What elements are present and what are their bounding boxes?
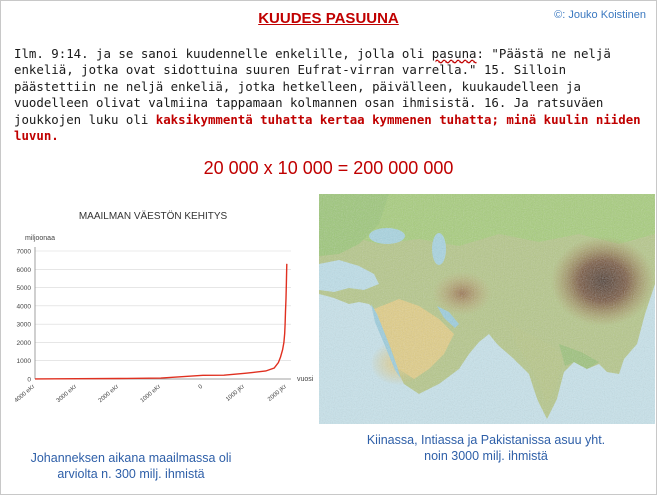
copyright-credit: ©: Jouko Koistinen <box>554 9 646 21</box>
chart-y-tick-label: 1000 <box>16 358 31 366</box>
chart-x-tick-label: 1000 eKr <box>139 383 163 405</box>
chart-y-tick-label: 7000 <box>16 248 31 256</box>
chart-x-tick-label: 0 <box>197 383 205 391</box>
chart-y-tick-label: 6000 <box>16 266 31 274</box>
chart-x-tick-label: 2000 eKr <box>97 383 121 405</box>
chart-x-tick-label: 2000 jKr <box>267 383 289 403</box>
middle-east-asia-map <box>319 194 655 424</box>
chart-y-axis-label: miljoonaa <box>25 235 55 242</box>
slide-title: KUUDES PASUUNA <box>258 10 399 27</box>
caption-world-population: Johanneksen aikana maailmassa oli arviolta n. 300 milj. ihmistä <box>30 451 232 481</box>
map-drawing <box>319 194 655 424</box>
chart-x-tick-label: 4000 eKr <box>13 383 37 405</box>
caption-asia-population: Kiinassa, Intiassa ja Pakistanissa asuu yht. noin 3000 milj. ihmistä <box>366 433 606 463</box>
chart-y-tick-label: 0 <box>27 376 31 384</box>
verse-highlight: kaksikymmentä tuhatta kertaa kymmenen tuhatta; minä kuulin niiden luvun. <box>14 111 641 144</box>
chart-x-axis-label: vuosi <box>297 376 314 383</box>
chart-y-tick-label: 2000 <box>16 339 31 347</box>
bible-verse-text <box>14 46 644 144</box>
chart-x-tick-label: 1000 jKr <box>225 383 247 403</box>
chart-y-tick-label: 5000 <box>16 285 31 293</box>
chart-title: MAAILMAN VÄESTÖN KEHITYS <box>78 211 228 222</box>
population-chart <box>1 199 316 424</box>
verse-word-pasuna: pasuna <box>431 46 477 61</box>
verse-part-1: Ilm. 9:14. ja se sanoi kuudennelle enkelille, jolla oli <box>14 46 432 61</box>
verse-part-2: : "Päästä ne neljä enkeliä, jotka ovat sidottuina suuren Eufrat-virran varrella." 15. Silloin päästettiin ne neljä enkeliä, jotka hetkelleen, päivälleen, kuukaudelleen ja vuodelleen olivat valmiina tappamaan kolmannen osan ihmisistä. 16. Ja ratsuväen joukkojen luku oli <box>14 46 611 127</box>
black-sea <box>369 228 405 244</box>
chart-y-tick-label: 4000 <box>16 303 31 311</box>
chart-x-tick-label: 3000 eKr <box>55 383 79 405</box>
chart-y-tick-label: 3000 <box>16 321 31 329</box>
population-line <box>35 264 287 379</box>
equation: 20 000 x 10 000 = 200 000 000 <box>203 158 454 178</box>
